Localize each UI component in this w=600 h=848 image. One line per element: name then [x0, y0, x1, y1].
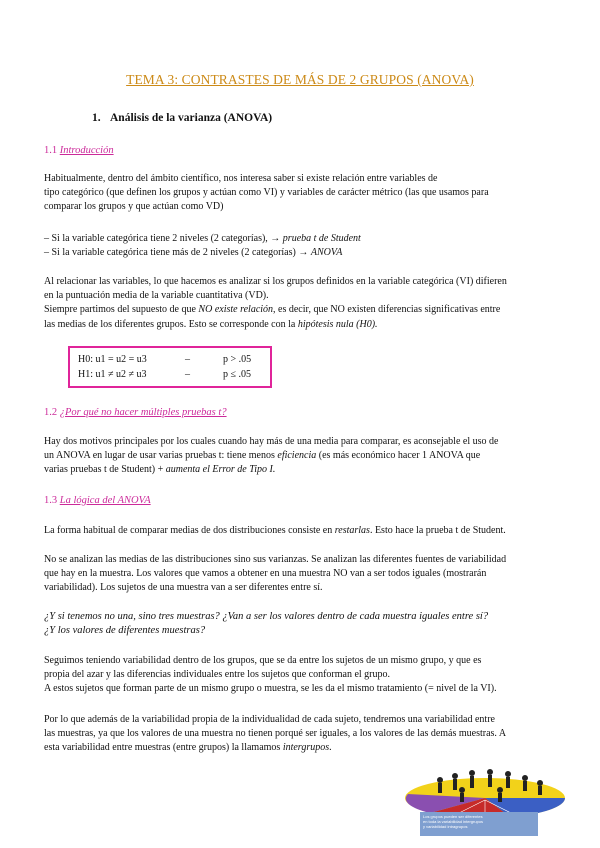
document-title: TEMA 3: CONTRASTES DE MÁS DE 2 GRUPOS (ANOVA) [126, 72, 474, 87]
logic-paragraph-2 [44, 553, 564, 596]
text-emphasis: restarlas [334, 525, 370, 536]
question-line: ¿Y si tenemos no una, sino tres muestras? ¿Van a ser los valores dentro de cada muestra iguales entre sí? [44, 611, 489, 622]
text-line: No se analizan las medias de las distribuciones sino sus varianzas. Se analizan las diferentes fuentes de variabilidad [44, 554, 507, 565]
text-emphasis: aumenta el Error de Tipo I. [165, 464, 276, 476]
questions-block [44, 610, 574, 638]
hypotheses-box [68, 346, 272, 388]
subsection-title: Introducción [59, 145, 114, 156]
text-line: variabilidad). Los sujetos de una muestra van a ser diferentes entre sí. [44, 582, 323, 594]
text-line: propia del azar y las diferencias individuales entre los sujetos que conforman el grupo. [44, 669, 390, 681]
text-line: Seguimos teniendo variabilidad dentro de los grupos, que se da entre los sujetos de un mismo grupo, y que es [44, 655, 482, 666]
text-span: (es más económico hacer 1 ANOVA que [316, 450, 481, 462]
bullet-list [44, 232, 564, 260]
text-line: Habitualmente, dentro del ámbito científico, nos interesa saber si existe relación entre variables de [44, 173, 438, 184]
bullet-text: – Si la variable categórica tiene más de 2 niveles (2 categorías) → [44, 247, 311, 259]
subsection-heading-logic [44, 495, 151, 506]
bullet-emphasis: ANOVA [310, 247, 343, 259]
text-line: A estos sujetos que forman parte de un mismo grupo o muestra, se les da el mismo tratamiento (= nivel de la VI). [44, 683, 497, 695]
subsection-number: 1.1 [44, 145, 58, 156]
text-line: que hay en la muestra. Los valores que vamos a obtener en una muestra NO van a ser todos iguales (mostrarán [44, 568, 487, 580]
bullet-item [44, 232, 564, 246]
text-emphasis: intergrupos [282, 742, 330, 754]
relation-paragraph [44, 275, 564, 332]
text-span: . Esto hace la prueba t de Student. [369, 525, 506, 536]
logic-paragraph-3 [44, 654, 564, 697]
text-line: en la puntuación media de la variable cuantitativa (VD). [44, 290, 269, 302]
text-line: tipo categórico (que definen los grupos y actúan como VI) y variables de carácter métrico (las que usamos para [44, 187, 489, 199]
hypothesis-p-value: p > .05 [223, 354, 252, 365]
hypothesis-row-h1 [78, 369, 268, 383]
text-emphasis: eficiencia [277, 450, 317, 462]
intro-paragraph [44, 172, 564, 215]
subsection-heading-intro [44, 145, 114, 156]
why-paragraph [44, 435, 564, 478]
text-line: Hay dos motivos principales por los cuales cuando hay más de una media para comparar, es aconsejable el uso de [44, 436, 499, 447]
text-line [44, 449, 564, 463]
hypothesis-row-h0 [78, 354, 268, 368]
text-emphasis: NO existe relación [198, 304, 274, 316]
subsection-title: La lógica del ANOVA [59, 495, 151, 506]
text-span: las medias de los diferentes grupos. Esto se corresponde con la [44, 318, 298, 330]
hypothesis-equation: H1: u1 ≠ u2 ≠ u3 [78, 369, 147, 380]
caption-line: Los grupos pueden ser diferentes [423, 814, 483, 819]
subsection-number: 1.3 [44, 495, 58, 506]
bullet-text: – Si la variable categórica tiene 2 niveles (2 categorías), → [44, 233, 283, 244]
bullet-emphasis: prueba t de Student [282, 233, 361, 244]
text-line: Al relacionar las variables, lo que hacemos es analizar si los grupos definidos en la variable categórica (VI) difieren [44, 276, 507, 287]
text-line: Por lo que además de la variabilidad propia de la individualidad de cada sujeto, tendremos una variabilidad entre [44, 714, 495, 725]
text-line [44, 318, 564, 332]
section-number: 1. [92, 112, 101, 124]
section-heading [92, 112, 272, 124]
text-line [44, 303, 564, 317]
caption-line: en toda la variabilidad intergrupos [423, 819, 484, 824]
logic-paragraph-1 [44, 524, 564, 538]
figure-caption [420, 812, 538, 836]
hypothesis-dash: – [185, 369, 190, 380]
text-span: Siempre partimos del supuesto de que [44, 304, 199, 316]
hypothesis-dash: – [185, 354, 190, 365]
subsection-number: 1.2 [44, 407, 58, 418]
text-line [44, 463, 564, 477]
text-span: , es decir, que NO existen diferencias significativas entre [273, 304, 501, 316]
text-span: un ANOVA en lugar de usar varias pruebas t: tiene menos [44, 450, 278, 462]
hypothesis-equation: H0: u1 = u2 = u3 [78, 354, 147, 365]
text-span: La forma habitual de comparar medias de dos distribuciones consiste en [44, 525, 335, 536]
text-span: . [329, 742, 332, 754]
text-line: comparar los grupos y que actúan como VD) [44, 201, 224, 213]
caption-line: y variabilidad intragrupos [423, 824, 468, 829]
bullet-item [44, 246, 564, 260]
text-line: las muestras, ya que los valores de una muestra no tienen porqué ser iguales, a los valores de las demás muestras. A [44, 728, 507, 740]
hypothesis-p-value: p ≤ .05 [223, 369, 251, 380]
subsection-heading-why [44, 407, 227, 418]
text-span: esta variabilidad entre muestras (entre grupos) la llamamos [44, 742, 283, 754]
subsection-title: ¿Por qué no hacer múltiples pruebas t? [59, 407, 227, 418]
section-heading-text: Análisis de la varianza (ANOVA) [110, 112, 273, 124]
text-emphasis: hipótesis nula (H0). [297, 318, 378, 330]
text-line [44, 524, 564, 538]
question-line: ¿Y los valores de diferentes muestras? [44, 625, 206, 636]
text-span: varias pruebas t de Student) + [44, 464, 166, 476]
